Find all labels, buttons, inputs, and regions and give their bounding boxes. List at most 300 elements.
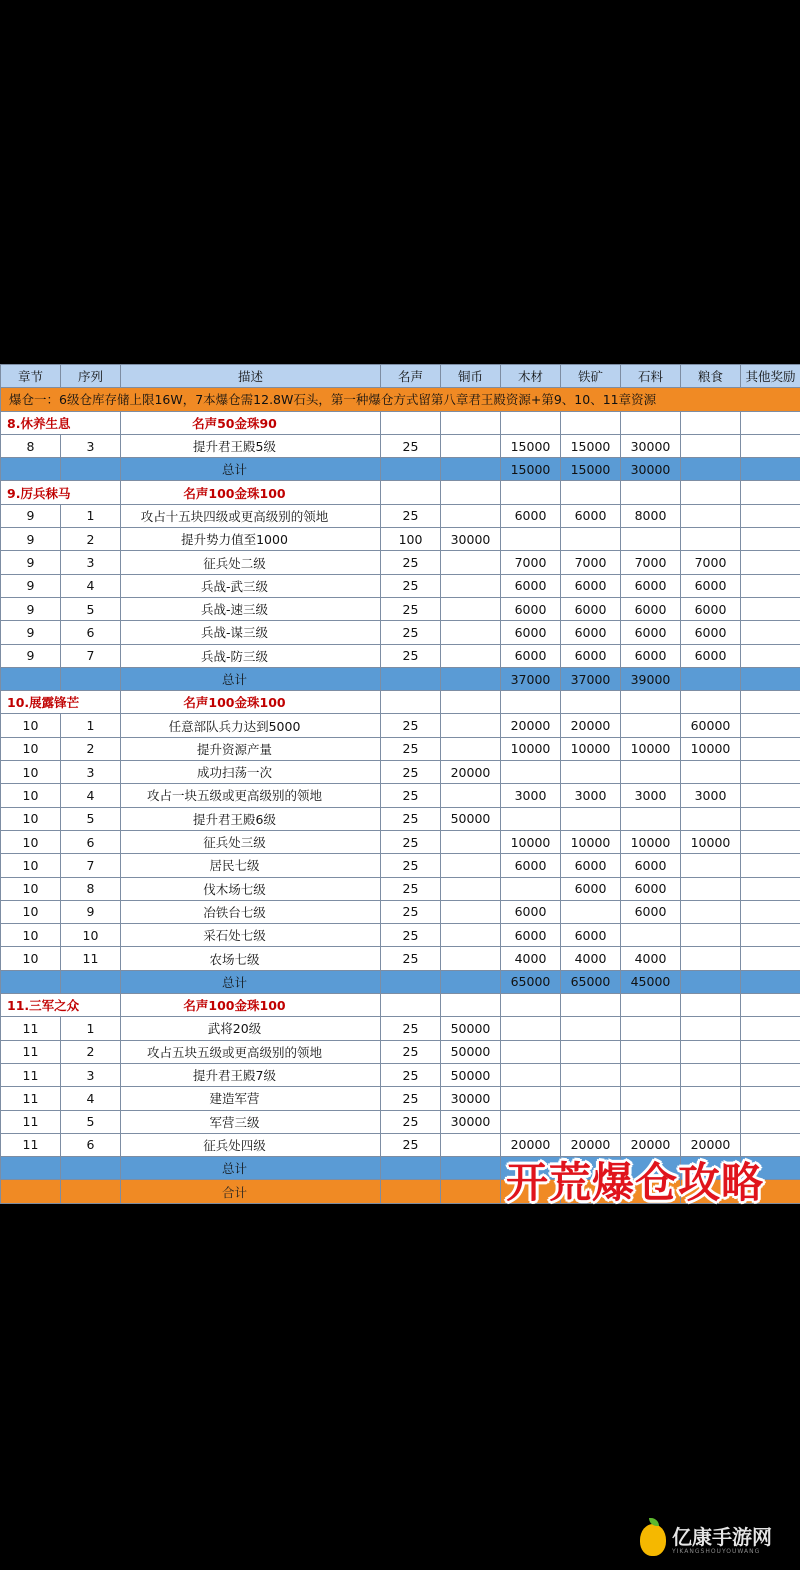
table-cell: 25 xyxy=(381,1017,441,1040)
table-cell: 10 xyxy=(1,947,61,970)
table-cell xyxy=(441,574,501,597)
table-cell xyxy=(681,994,741,1017)
table-cell xyxy=(681,1063,741,1086)
table-row xyxy=(1,761,800,784)
table-cell: 20000 xyxy=(501,714,561,737)
table-row xyxy=(1,1087,800,1110)
chapter-row xyxy=(1,691,800,714)
table-row xyxy=(1,528,800,551)
table-cell xyxy=(441,900,501,923)
column-header: 粮食 xyxy=(681,365,741,388)
table-cell xyxy=(741,854,800,877)
table-cell xyxy=(381,691,441,714)
table-cell xyxy=(681,854,741,877)
table-cell: 5 xyxy=(61,807,121,830)
table-cell: 50000 xyxy=(441,1017,501,1040)
overlay-title: 开荒爆仓攻略 xyxy=(505,1158,764,1207)
resource-table xyxy=(0,364,800,1204)
table-cell xyxy=(441,970,501,993)
table-cell: 25 xyxy=(381,807,441,830)
table-row xyxy=(1,714,800,737)
table-cell: 25 xyxy=(381,434,441,457)
table-cell: 25 xyxy=(381,877,441,900)
table-cell: 10000 xyxy=(561,737,621,760)
table-cell xyxy=(741,947,800,970)
total-row xyxy=(1,667,800,690)
table-cell xyxy=(501,481,561,504)
table-cell: 10 xyxy=(1,877,61,900)
table-cell: 7000 xyxy=(501,551,561,574)
table-cell: 2 xyxy=(61,528,121,551)
table-cell xyxy=(441,737,501,760)
table-cell xyxy=(501,1087,561,1110)
table-cell xyxy=(441,994,501,1017)
table-cell xyxy=(681,691,741,714)
table-cell: 9 xyxy=(1,597,61,620)
table-cell: 11 xyxy=(1,1017,61,1040)
table-cell xyxy=(561,1110,621,1133)
table-cell xyxy=(621,1063,681,1086)
table-cell xyxy=(61,667,121,690)
table-cell xyxy=(1,1157,61,1180)
table-row xyxy=(1,854,800,877)
table-cell: 11 xyxy=(1,1110,61,1133)
table-body xyxy=(1,388,800,1203)
table-cell: 9 xyxy=(1,528,61,551)
table-cell: 7 xyxy=(61,854,121,877)
table-cell: 100 xyxy=(381,528,441,551)
table-cell: 25 xyxy=(381,784,441,807)
table-cell xyxy=(741,1063,800,1086)
table-cell: 6000 xyxy=(501,597,561,620)
grand-total-label: 合计 xyxy=(121,1180,381,1203)
chapter-row xyxy=(1,411,800,434)
column-header: 名声 xyxy=(381,365,441,388)
total-row xyxy=(1,970,800,993)
table-cell: 25 xyxy=(381,1133,441,1156)
table-cell xyxy=(61,1180,121,1203)
table-cell xyxy=(501,1017,561,1040)
table-cell: 3000 xyxy=(681,784,741,807)
table-cell: 6000 xyxy=(501,644,561,667)
table-row xyxy=(1,924,800,947)
table-cell: 25 xyxy=(381,504,441,527)
table-cell: 提升君王殿5级 xyxy=(121,434,381,457)
table-cell xyxy=(441,924,501,947)
table-cell xyxy=(741,574,800,597)
table-cell xyxy=(741,1087,800,1110)
table-cell: 9 xyxy=(1,504,61,527)
table-row xyxy=(1,830,800,853)
table-cell: 20000 xyxy=(621,1133,681,1156)
table-cell xyxy=(741,900,800,923)
table-cell xyxy=(741,761,800,784)
table-cell xyxy=(441,481,501,504)
total-stone: 45000 xyxy=(621,970,681,993)
table-cell: 4000 xyxy=(621,947,681,970)
table-cell: 4000 xyxy=(501,947,561,970)
table-cell: 25 xyxy=(381,551,441,574)
table-cell: 4 xyxy=(61,784,121,807)
table-cell xyxy=(741,597,800,620)
table-cell: 6 xyxy=(61,621,121,644)
table-cell: 8000 xyxy=(621,504,681,527)
table-cell: 农场七级 xyxy=(121,947,381,970)
table-cell xyxy=(741,621,800,644)
total-stone: 39000 xyxy=(621,667,681,690)
table-cell: 30000 xyxy=(441,1087,501,1110)
table-cell xyxy=(681,924,741,947)
table-cell: 5 xyxy=(61,597,121,620)
table-cell: 8 xyxy=(61,877,121,900)
table-cell: 6000 xyxy=(621,644,681,667)
table-cell: 20000 xyxy=(561,1133,621,1156)
table-cell xyxy=(441,854,501,877)
table-cell: 成功扫荡一次 xyxy=(121,761,381,784)
table-cell: 征兵处四级 xyxy=(121,1133,381,1156)
column-header: 铁矿 xyxy=(561,365,621,388)
table-cell xyxy=(741,714,800,737)
table-cell: 7000 xyxy=(621,551,681,574)
table-cell: 6000 xyxy=(501,574,561,597)
table-cell: 6000 xyxy=(561,597,621,620)
table-cell: 10 xyxy=(1,714,61,737)
table-cell xyxy=(441,504,501,527)
table-cell xyxy=(561,994,621,1017)
logo-name: 亿康手游网 xyxy=(672,1524,772,1549)
table-cell xyxy=(681,761,741,784)
table-cell: 25 xyxy=(381,644,441,667)
table-cell xyxy=(681,504,741,527)
table-cell: 3 xyxy=(61,551,121,574)
total-iron: 15000 xyxy=(561,458,621,481)
table-cell: 25 xyxy=(381,761,441,784)
table-cell xyxy=(441,411,501,434)
table-cell xyxy=(741,667,800,690)
table-cell: 2 xyxy=(61,1040,121,1063)
table-cell xyxy=(681,1110,741,1133)
table-cell xyxy=(381,458,441,481)
table-cell: 6000 xyxy=(561,574,621,597)
table-cell: 10 xyxy=(1,761,61,784)
table-cell xyxy=(501,691,561,714)
table-cell xyxy=(741,1040,800,1063)
table-cell xyxy=(441,458,501,481)
table-cell: 6000 xyxy=(561,644,621,667)
table-cell: 25 xyxy=(381,924,441,947)
chapter-title: 11.三军之众 xyxy=(1,994,121,1017)
column-header: 石料 xyxy=(621,365,681,388)
table-cell xyxy=(561,1087,621,1110)
table-cell: 3000 xyxy=(621,784,681,807)
table-cell xyxy=(621,994,681,1017)
table-cell: 攻占五块五级或更高级别的领地 xyxy=(121,1040,381,1063)
table-cell: 6000 xyxy=(681,597,741,620)
table-cell xyxy=(561,1017,621,1040)
table-cell: 10 xyxy=(1,924,61,947)
table-cell xyxy=(441,621,501,644)
table-cell xyxy=(561,691,621,714)
total-wood: 15000 xyxy=(501,458,561,481)
table-cell xyxy=(681,481,741,504)
table-cell xyxy=(681,1040,741,1063)
table-cell xyxy=(621,481,681,504)
table-cell: 6000 xyxy=(681,621,741,644)
table-cell: 6000 xyxy=(501,854,561,877)
table-cell: 11 xyxy=(1,1040,61,1063)
table-cell: 60000 xyxy=(681,714,741,737)
table-cell xyxy=(621,924,681,947)
table-cell: 10000 xyxy=(501,737,561,760)
table-cell xyxy=(381,970,441,993)
table-cell: 提升资源产量 xyxy=(121,737,381,760)
total-stone: 30000 xyxy=(621,458,681,481)
table-cell: 10000 xyxy=(681,830,741,853)
table-cell: 8 xyxy=(1,434,61,457)
table-cell: 15000 xyxy=(501,434,561,457)
table-cell: 6000 xyxy=(681,574,741,597)
table-cell xyxy=(1,667,61,690)
table-row xyxy=(1,621,800,644)
table-cell xyxy=(741,970,800,993)
table-cell xyxy=(441,434,501,457)
table-cell: 6000 xyxy=(621,621,681,644)
table-cell: 5 xyxy=(61,1110,121,1133)
table-cell xyxy=(741,924,800,947)
table-cell xyxy=(741,1017,800,1040)
table-cell xyxy=(561,481,621,504)
table-cell xyxy=(561,411,621,434)
chapter-row xyxy=(1,481,800,504)
table-cell xyxy=(681,411,741,434)
column-header: 铜币 xyxy=(441,365,501,388)
table-cell: 3000 xyxy=(501,784,561,807)
table-cell xyxy=(501,994,561,1017)
table-cell: 20000 xyxy=(681,1133,741,1156)
table-cell xyxy=(61,970,121,993)
table-cell: 10 xyxy=(1,854,61,877)
table-cell: 4 xyxy=(61,574,121,597)
table-cell xyxy=(621,1017,681,1040)
table-cell: 20000 xyxy=(561,714,621,737)
table-cell: 10000 xyxy=(621,737,681,760)
table-cell: 6 xyxy=(61,1133,121,1156)
table-cell: 50000 xyxy=(441,807,501,830)
table-cell: 50000 xyxy=(441,1040,501,1063)
table-cell xyxy=(441,644,501,667)
table-cell xyxy=(741,830,800,853)
table-cell xyxy=(381,1157,441,1180)
total-row xyxy=(1,458,800,481)
site-logo xyxy=(640,1520,772,1560)
table-cell xyxy=(501,528,561,551)
table-cell xyxy=(741,458,800,481)
note-text: 爆仓一：6级仓库存储上限16W，7本爆仓需12.8W石头，第一种爆仓方式留第八章君王殿资源+第9、10、11章资源 xyxy=(1,388,800,411)
table-cell xyxy=(501,807,561,830)
table-cell: 9 xyxy=(1,644,61,667)
table-cell: 6000 xyxy=(621,854,681,877)
table-cell xyxy=(441,551,501,574)
column-header: 木材 xyxy=(501,365,561,388)
table-cell: 10000 xyxy=(501,830,561,853)
table-cell: 4 xyxy=(61,1087,121,1110)
table-cell xyxy=(561,761,621,784)
table-cell xyxy=(741,411,800,434)
table-cell: 11 xyxy=(1,1063,61,1086)
column-header: 序列 xyxy=(61,365,121,388)
table-cell: 3 xyxy=(61,1063,121,1086)
table-cell xyxy=(681,458,741,481)
chapter-reward: 名声50金珠90 xyxy=(121,411,381,434)
table-cell: 6000 xyxy=(621,574,681,597)
table-cell xyxy=(741,994,800,1017)
table-row xyxy=(1,807,800,830)
table-cell: 6000 xyxy=(681,644,741,667)
column-header: 其他奖励 xyxy=(741,365,800,388)
table-cell: 6000 xyxy=(621,597,681,620)
table-cell: 25 xyxy=(381,574,441,597)
table-cell: 10 xyxy=(61,924,121,947)
header-row xyxy=(1,365,800,388)
table-cell: 25 xyxy=(381,1063,441,1086)
table-row xyxy=(1,877,800,900)
table-cell: 攻占十五块四级或更高级别的领地 xyxy=(121,504,381,527)
table-cell xyxy=(741,1110,800,1133)
table-cell xyxy=(1,970,61,993)
table-cell: 兵战-武三级 xyxy=(121,574,381,597)
table-cell xyxy=(441,691,501,714)
table-cell: 25 xyxy=(381,597,441,620)
table-cell xyxy=(741,528,800,551)
table-cell xyxy=(681,900,741,923)
table-cell: 3 xyxy=(61,434,121,457)
total-wood: 37000 xyxy=(501,667,561,690)
table-cell: 25 xyxy=(381,1087,441,1110)
table-cell xyxy=(381,1180,441,1203)
table-cell: 9 xyxy=(1,574,61,597)
total-label: 总计 xyxy=(121,667,381,690)
table-row xyxy=(1,644,800,667)
table-cell: 25 xyxy=(381,714,441,737)
table-cell xyxy=(681,970,741,993)
table-cell: 30000 xyxy=(621,434,681,457)
table-cell xyxy=(381,481,441,504)
table-cell xyxy=(741,877,800,900)
table-cell xyxy=(681,1017,741,1040)
chapter-title: 9.厉兵秣马 xyxy=(1,481,121,504)
table-cell xyxy=(501,1063,561,1086)
table-cell xyxy=(741,434,800,457)
chapter-reward: 名声100金珠100 xyxy=(121,994,381,1017)
total-label: 总计 xyxy=(121,458,381,481)
table-cell xyxy=(561,807,621,830)
table-cell: 10000 xyxy=(621,830,681,853)
table-cell: 3000 xyxy=(561,784,621,807)
table-row xyxy=(1,574,800,597)
table-cell: 伐木场七级 xyxy=(121,877,381,900)
table-cell: 提升君王殿7级 xyxy=(121,1063,381,1086)
table-row xyxy=(1,597,800,620)
total-label: 总计 xyxy=(121,970,381,993)
table-cell xyxy=(561,528,621,551)
table-row xyxy=(1,551,800,574)
table-cell: 50000 xyxy=(441,1063,501,1086)
table-row xyxy=(1,900,800,923)
table-cell: 7000 xyxy=(681,551,741,574)
table-cell xyxy=(741,737,800,760)
chapter-title: 10.展露锋芒 xyxy=(1,691,121,714)
table-cell xyxy=(621,714,681,737)
table-cell xyxy=(441,830,501,853)
table-cell xyxy=(621,1110,681,1133)
column-header: 章节 xyxy=(1,365,61,388)
table-cell: 10 xyxy=(1,900,61,923)
table-cell: 11 xyxy=(61,947,121,970)
table-cell: 20000 xyxy=(441,761,501,784)
table-cell: 30000 xyxy=(441,1110,501,1133)
table-cell xyxy=(61,458,121,481)
table-cell: 6000 xyxy=(501,924,561,947)
table-cell: 10000 xyxy=(561,830,621,853)
table-row xyxy=(1,737,800,760)
table-cell: 25 xyxy=(381,854,441,877)
table-cell: 提升君王殿6级 xyxy=(121,807,381,830)
table-cell xyxy=(561,900,621,923)
table-cell xyxy=(741,481,800,504)
table-cell xyxy=(501,877,561,900)
table-cell xyxy=(741,691,800,714)
table-row xyxy=(1,1110,800,1133)
table-cell xyxy=(741,504,800,527)
table-cell: 11 xyxy=(1,1133,61,1156)
table-cell: 10 xyxy=(1,807,61,830)
table-cell xyxy=(621,411,681,434)
table-cell: 6000 xyxy=(561,504,621,527)
table-cell xyxy=(381,411,441,434)
logo-subtitle: YIKANGSHOUYOUWANG xyxy=(672,1547,761,1555)
table-cell xyxy=(381,994,441,1017)
table-cell xyxy=(561,1063,621,1086)
table-cell xyxy=(501,411,561,434)
total-iron: 37000 xyxy=(561,667,621,690)
table-cell xyxy=(681,807,741,830)
table-cell: 6 xyxy=(61,830,121,853)
table-cell xyxy=(441,877,501,900)
table-cell xyxy=(681,1087,741,1110)
table-cell: 25 xyxy=(381,737,441,760)
table-cell: 7000 xyxy=(561,551,621,574)
table-cell: 10 xyxy=(1,784,61,807)
table-cell xyxy=(501,761,561,784)
table-cell: 居民七级 xyxy=(121,854,381,877)
table-cell: 兵战-防三级 xyxy=(121,644,381,667)
table-cell: 10 xyxy=(1,737,61,760)
table-cell xyxy=(441,667,501,690)
table-cell: 6000 xyxy=(501,900,561,923)
table-cell xyxy=(561,1040,621,1063)
table-cell xyxy=(681,877,741,900)
table-cell: 攻占一块五级或更高级别的领地 xyxy=(121,784,381,807)
table-cell: 冶铁台七级 xyxy=(121,900,381,923)
table-cell: 6000 xyxy=(561,854,621,877)
table-cell: 兵战-速三级 xyxy=(121,597,381,620)
chapter-row xyxy=(1,994,800,1017)
table-cell: 30000 xyxy=(441,528,501,551)
table-cell: 7 xyxy=(61,644,121,667)
table-row xyxy=(1,947,800,970)
table-cell: 25 xyxy=(381,830,441,853)
table-cell xyxy=(1,458,61,481)
